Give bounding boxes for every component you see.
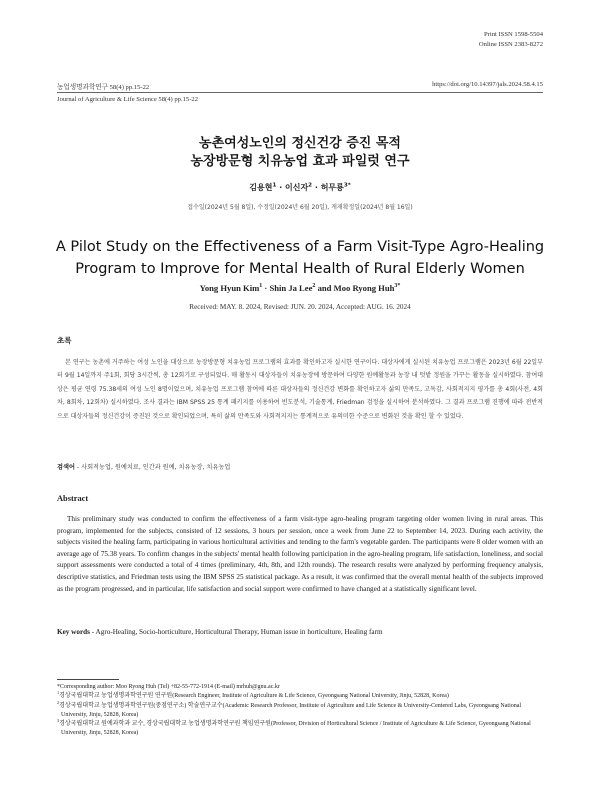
english-abstract-heading: Abstract [57, 494, 89, 503]
author-ko-1: 김용현 [249, 183, 273, 192]
journal-name-ko: 농업생명과학연구 58(4) pp.15-22 [57, 84, 150, 91]
korean-keywords [57, 462, 230, 471]
korean-title-line-1: 농촌여성노인의 정신건강 증진 목적 [199, 136, 401, 151]
author-en-2-sup: 2 [312, 283, 316, 290]
author-en-3-sup: 3* [394, 283, 401, 290]
korean-authors [0, 182, 600, 193]
korean-title [0, 135, 600, 171]
issn-block [479, 30, 543, 50]
korean-abstract-body: 본 연구는 농촌에 거주하는 여성 노인을 대상으로 농장방문형 치유농업 프로그램의 효과를 확인하고자 실시한 연구이다. 대상자에게 실시된 치유농업 프로그램은 2023년 6월 22일부터 9월 14일까지 주1회, 회당 3시간씩, 총 12회기로 구성되었다. 매 활동시 대상자들이 치유농장에 방문하여 다양한 원예활동과 농장 내 텃밭 정원을 가꾸는 활동을 실시하였다. 참여대상은 평균 연령 75.38세의 여성 노인 8명이었으며, 치유농업 프로그램 참여에 따른 대상자들의 정신건강 변화를 확인하고자 삶의 만족도, 고독감, 사회적지지 평가를 총 4회(사전, 4회차, 8회차, 12회차) 실시하였다. 조사 결과는 IBM SPSS 25 통계 패키지를 이용하여 빈도분석, 기술통계, Friedman 검정을 실시하여 분석하였다. 그 결과 프로그램 진행에 따라 전반적으로 대상자들의 정신건강이 증진된 것으로 확인되었으며, 특히 삶의 만족도와 사회적지지는 통계적으로 유의미한 수준으로 변화된 것을 확인 할 수 있었다. [57, 359, 543, 420]
english-title-line-2: Program to Improve for Mental Health of Rural Elderly Women [75, 261, 525, 277]
author-en-3: and Moo Ryong Huh [315, 283, 395, 293]
korean-dates: 접수일(2024년 5월 8일), 수정일(2024년 6월 20일), 게재확정일(2024년 8월 16일) [187, 204, 413, 211]
korean-title-line-2: 농장방문형 치유농업 효과 파일럿 연구 [190, 154, 410, 169]
author-en-2: · Shin Ja Lee [262, 283, 313, 293]
footnote-2 [57, 699, 543, 724]
author-ko-2-sup: 2 [308, 182, 313, 189]
footnote-1-mark: 1 [57, 690, 60, 696]
english-title-line-1: A Pilot Study on the Effectiveness of a Farm Visit-Type Agro-Healing [55, 239, 545, 255]
english-keywords-list: - Agro-Healing, Socio-horticulture, Horticultural Therapy, Human issue in horticulture, Healing farm [89, 628, 383, 636]
author-ko-3: · 허무룡 [312, 183, 344, 192]
footnote-rule [57, 679, 119, 680]
doi-link[interactable]: https://doi.org/10.14397/jals.2024.58.4.15 [432, 81, 543, 88]
author-en-1: Yong Hyun Kim [199, 283, 260, 293]
online-issn: Online ISSN 2383-8272 [478, 41, 543, 48]
footnote-3 [57, 720, 543, 739]
author-en-1-sup: 1 [259, 283, 263, 290]
footnotes [57, 683, 543, 739]
author-ko-2: · 이신자 [276, 183, 309, 192]
footnote-3-text: 경상국립대학교 원예과학과 교수, 경상국립대학교 농업생명과학연구원 책임연구원(Professor, Division of Horticultural Science / Institute of Agriculture & Life Science, Gyeongsang National University, Jinju, 52828, Korea) [59, 721, 531, 737]
footnote-1-text: 경상국립대학교 농업생명과학연구원 연구원(Research Engineer, Institute of Agriculture & Life Science, Gyeongsang National University, Jinju, 52828, Korea) [59, 693, 449, 700]
footnote-corresponding: *Corresponding author: Moo Ryong Huh (Tel) +82-55-772-1914 (E-mail) mrhuh@gnu.ac.kr [57, 684, 280, 690]
footnote-3-mark: 3 [57, 718, 60, 724]
author-ko-3-sup: 3* [343, 182, 351, 189]
korean-keywords-label: 검색어 [57, 464, 75, 471]
english-title [0, 236, 600, 280]
english-abstract-body: This preliminary study was conducted to confirm the effectiveness of a farm visit-type agro-healing program targeting older women living in rural areas. This program, implemented for the subjects, consisted of 12 sessions, 3 hours per session, once a week from June 22 to September 14, 2023. During each activity, the subjects visited the healing farm, participating in various horticultural activities and tending to the farm's vegetable garden. The participants were 8 older women with an average age of 75.38 years. To confirm changes in the subjects' mental health following participation in the agro-healing program, life satisfaction, loneliness, and social support assessments were conducted a total of 4 times (preliminary, 4th, 8th, and 12th rounds). The research results were analyzed by performing frequency analysis, descriptive statistics, and Friedman tests using the IBM SPSS 25 statistical package. As a result, it was confirmed that the overall mental health of the subjects improved as the program progressed, and in particular, life satisfaction and social support were confirmed to have changed at a statistically significant level. [57, 515, 543, 593]
korean-abstract-heading: 초록 [57, 336, 72, 345]
journal-name-en: Journal of Agriculture & Life Science 58(4) pp.15-22 [57, 96, 198, 103]
footnote-1 [57, 692, 543, 701]
english-keywords [57, 628, 383, 636]
header-rule [57, 92, 543, 93]
footnote-2-mark: 2 [57, 699, 60, 705]
english-authors [0, 283, 600, 293]
print-issn: Print ISSN 1598-5504 [484, 31, 543, 38]
footnote-2-text: 경상국립대학교 농업생명과학연구원(중점연구소) 학술연구교수(Academic Research Professor, Institute of Agriculture and Life Science & University-Centered Labs, Gyeongsang National University, Jinju, 52828, Korea) [59, 702, 522, 718]
english-keywords-label: Key words [57, 628, 90, 636]
author-ko-1-sup: 1 [272, 182, 277, 189]
korean-keywords-list: - 사회적농업, 원예치료, 인간과 원예, 치유농장, 치유농업 [74, 464, 231, 471]
english-dates: Received: MAY. 8. 2024, Revised: JUN. 20. 2024, Accepted: AUG. 16. 2024 [189, 303, 411, 311]
